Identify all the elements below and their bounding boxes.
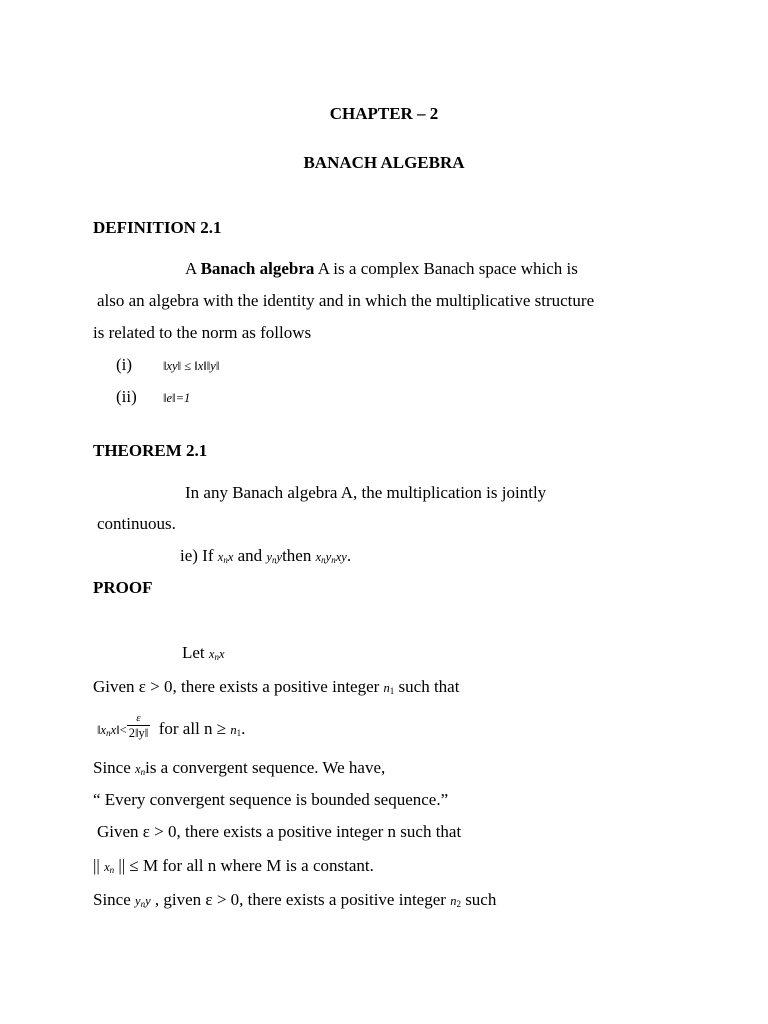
text-fragment: A — [185, 259, 201, 278]
fraction-denominator: 2‖y‖ — [128, 726, 149, 740]
math-var: n — [383, 681, 390, 695]
math-subscript: n — [106, 727, 111, 738]
fraction-numerator: ε — [136, 712, 141, 724]
text-fragment: A is a complex Banach space which is — [314, 259, 578, 278]
text-fragment: || ≤ M for all n where M is a constant. — [114, 856, 374, 875]
math-subscript: n — [223, 555, 228, 565]
math-subscript: n — [109, 865, 115, 875]
item-formula: ‖e‖=1 — [163, 391, 191, 405]
math-var: y — [135, 894, 141, 908]
math-var: x — [218, 647, 225, 661]
math-subscript: n — [272, 555, 277, 565]
proof-since-line-2 — [93, 890, 496, 912]
proof-bound-line — [93, 856, 374, 878]
item-label: (ii) — [116, 387, 137, 406]
math-subscript: 1 — [389, 686, 395, 696]
text-fragment: such — [460, 890, 497, 909]
math-subscript: 1 — [236, 727, 242, 738]
math-var: x — [135, 762, 141, 776]
math-subscript: n — [321, 555, 326, 565]
math-var: y — [145, 894, 151, 908]
math-symbol: ‖< — [116, 722, 127, 737]
text-fragment: is a convergent sequence. We have, — [145, 758, 386, 777]
text-fragment: Given ε > 0, there exists a positive integer — [93, 677, 384, 696]
theorem-ie-line — [180, 546, 351, 568]
text-fragment: then — [282, 546, 316, 565]
text-fragment: Let — [182, 643, 209, 662]
text-fragment: Since — [93, 758, 136, 777]
math-var: x — [110, 722, 117, 737]
text-fragment: such that — [394, 677, 460, 696]
math-symbol: ‖ — [97, 722, 101, 737]
definition-line-1 — [185, 259, 578, 279]
definition-line-2: also an algebra with the identity and in which the multiplicative structure — [97, 291, 595, 310]
chapter-title: BANACH ALGEBRA — [303, 153, 465, 172]
theorem-line-2: continuous. — [97, 514, 176, 533]
math-var: x — [227, 550, 234, 564]
math-var: x — [217, 550, 224, 564]
text-fragment: , given ε > 0, there exists a positive integer — [150, 890, 451, 909]
math-var: xy — [335, 550, 347, 564]
math-subscript: n — [214, 652, 219, 662]
math-subscript: n — [140, 899, 146, 909]
proof-heading: PROOF — [93, 578, 153, 597]
math-subscript: n — [331, 555, 336, 565]
text-fragment: and — [233, 546, 267, 565]
text-fragment: . — [241, 718, 246, 738]
fraction — [127, 712, 151, 740]
item-label: (i) — [116, 355, 133, 374]
definition-item-2 — [116, 387, 191, 407]
math-var: x — [100, 722, 107, 737]
math-subscript: 2 — [456, 899, 461, 909]
math-var: x — [208, 647, 215, 661]
proof-let-line — [182, 643, 225, 665]
proof-quote-line: “ Every convergent sequence is bounded sequence.” — [93, 790, 449, 809]
item-formula: ‖xy‖ ≤ ‖x‖‖y‖ — [163, 359, 220, 373]
text-fragment: || — [93, 856, 105, 875]
theorem-line-1: In any Banach algebra A, the multiplication is jointly — [185, 483, 547, 502]
math-var: y — [266, 550, 272, 564]
math-var: y — [325, 550, 332, 564]
math-var: n — [450, 894, 457, 908]
math-subscript: n — [140, 767, 146, 777]
proof-given-line-2: Given ε > 0, there exists a positive integer n such that — [97, 822, 462, 841]
bold-term: Banach algebra — [200, 259, 315, 278]
text-fragment: for all n ≥ — [150, 718, 231, 738]
math-var: n — [230, 722, 237, 737]
proof-since-line-1 — [93, 758, 385, 780]
proof-given-line-1 — [93, 677, 459, 699]
definition-line-3: is related to the norm as follows — [93, 323, 312, 342]
proof-inequality-line — [97, 712, 246, 744]
theorem-heading: THEOREM 2.1 — [93, 441, 208, 460]
math-var: x — [315, 550, 322, 564]
text-fragment: . — [346, 546, 352, 565]
math-var: x — [104, 860, 110, 874]
text-fragment: Since — [93, 890, 136, 909]
chapter-heading: CHAPTER – 2 — [329, 104, 439, 123]
math-var: y — [276, 550, 283, 564]
definition-item-1 — [116, 355, 220, 375]
text-fragment: ie) If — [180, 546, 218, 565]
definition-heading: DEFINITION 2.1 — [93, 218, 222, 237]
